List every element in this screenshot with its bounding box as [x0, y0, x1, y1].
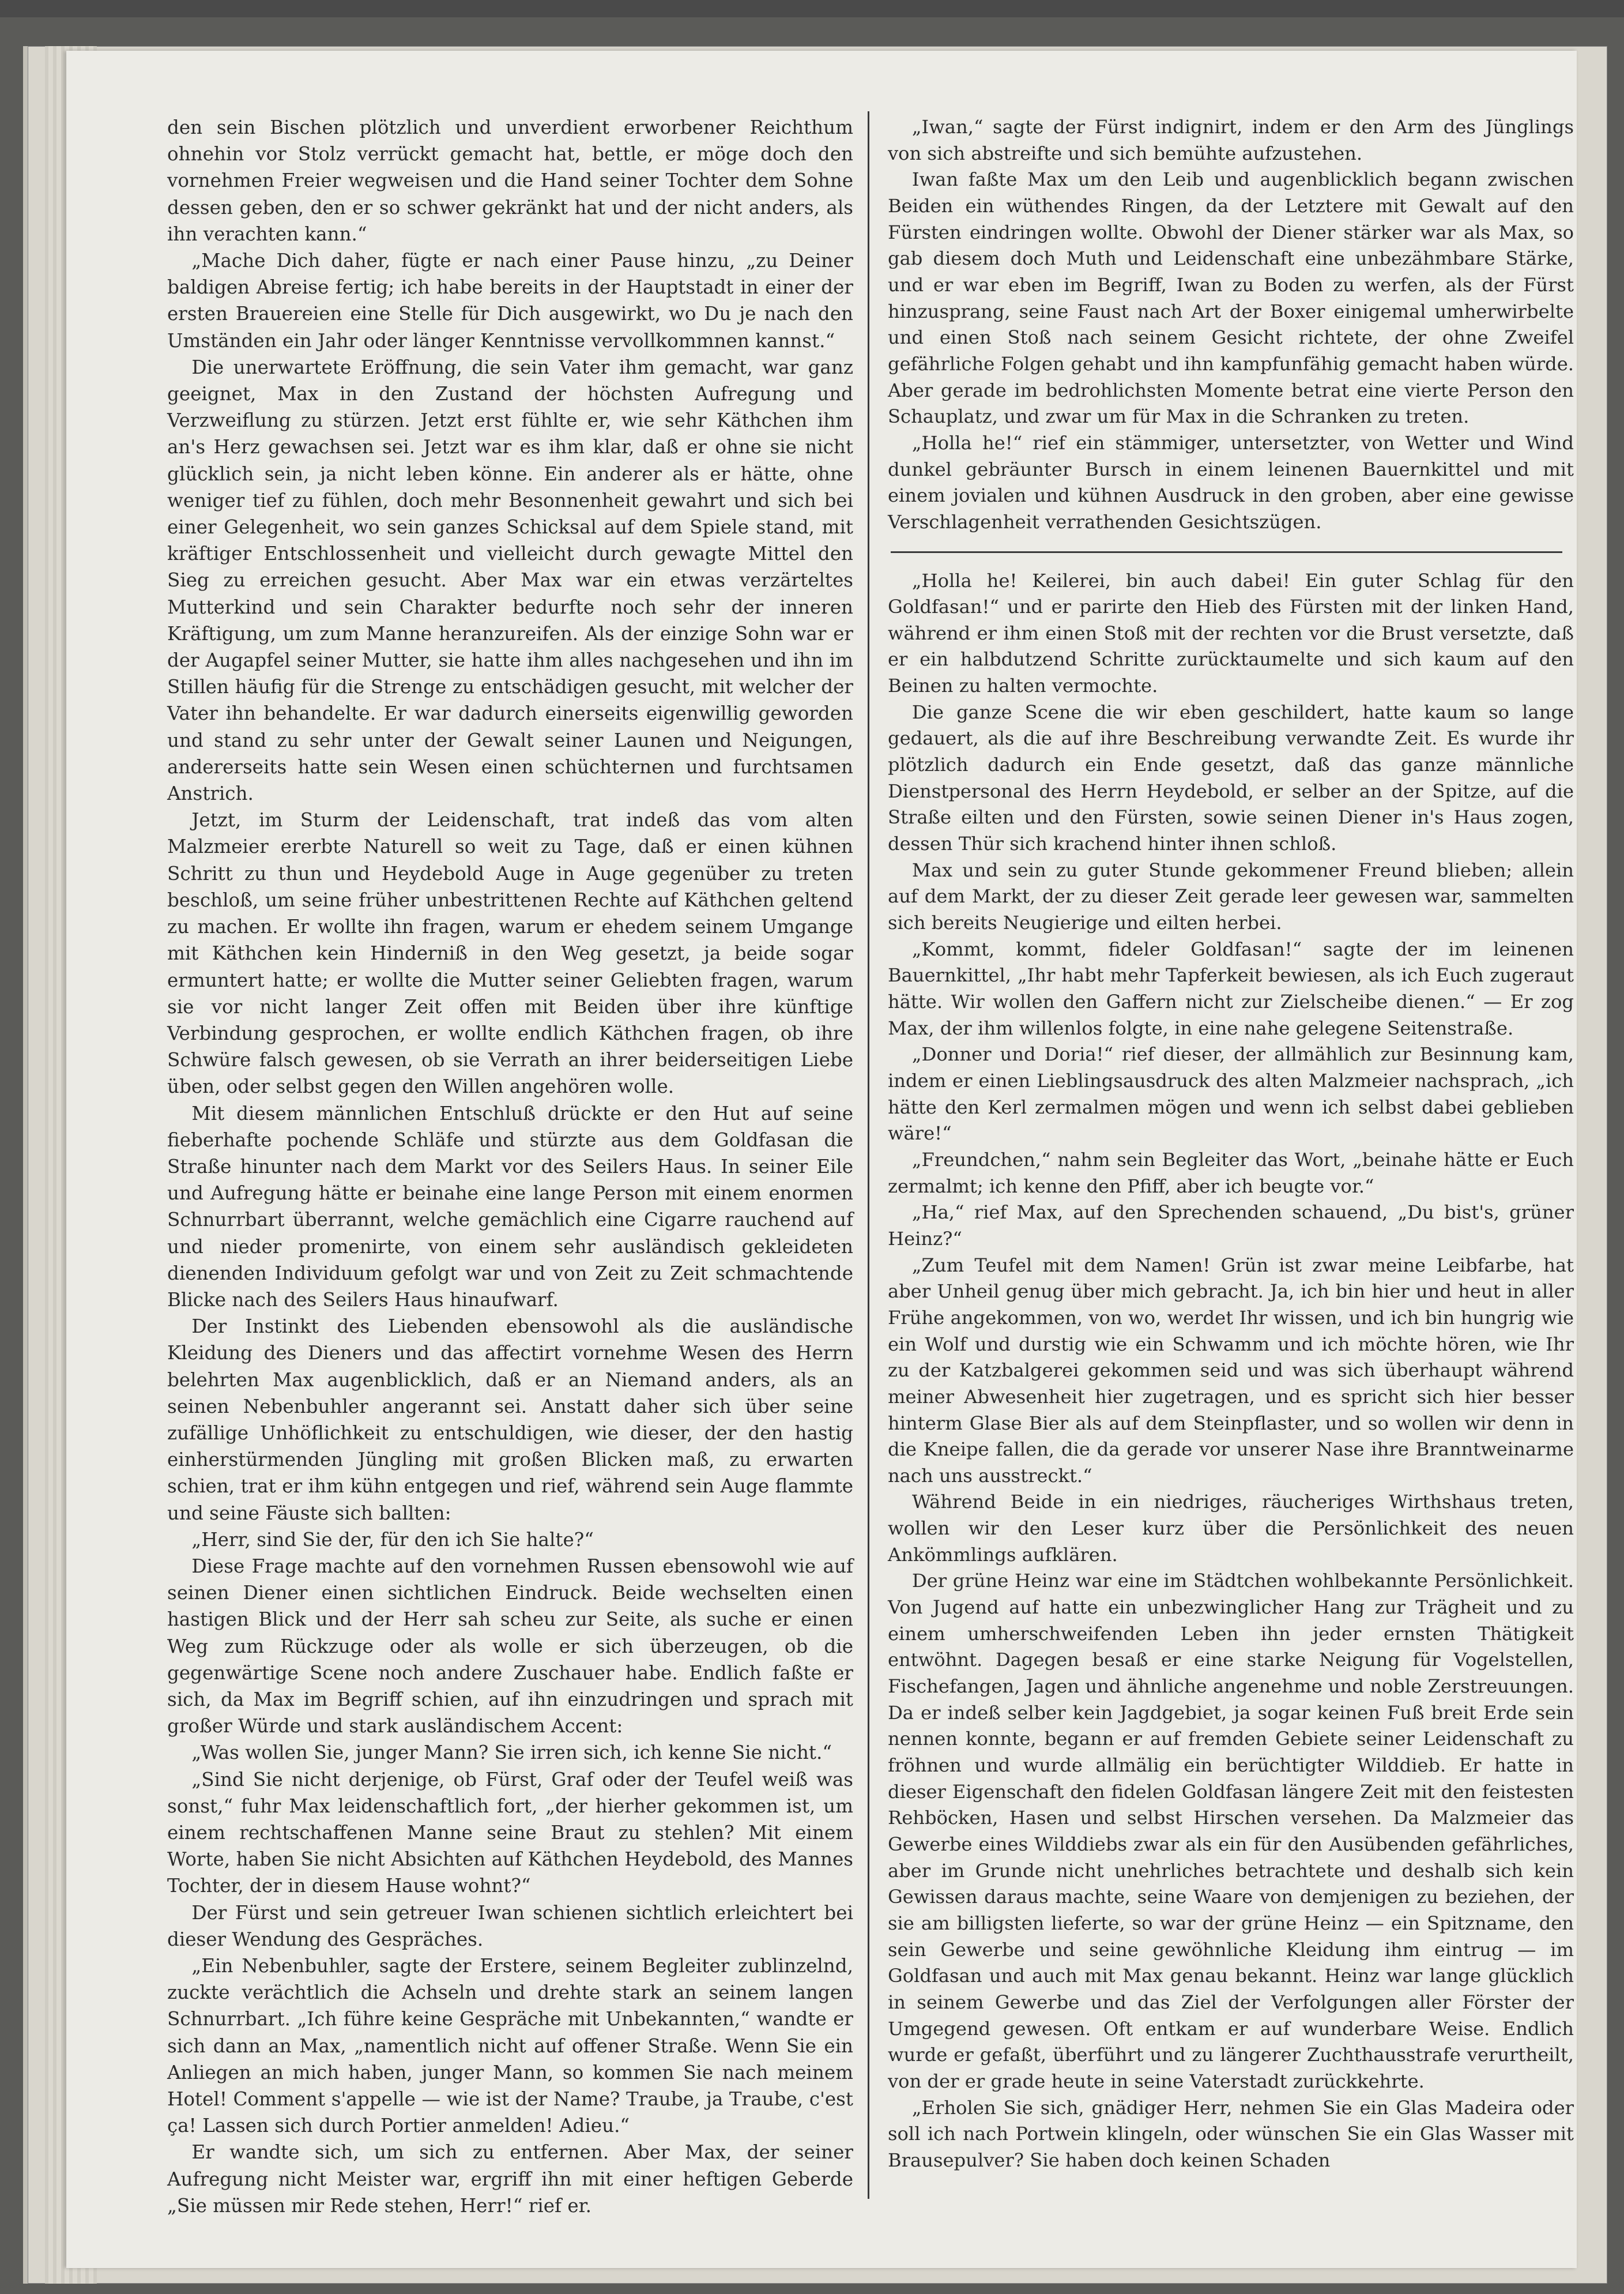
paragraph: „Herr, sind Sie der, für den ich Sie halte?“ [191, 1528, 594, 1551]
paragraph: „Was wollen Sie, junger Mann? Sie irren sich, ich kenne Sie nicht.“ [191, 1742, 832, 1764]
paragraph: „Sind Sie nicht derjenige, ob Fürst, Graf oder der Teufel weiß was sonst,“ fuhr Max leidenschaftlich fort, „der hierher gekommen ist, um einem rechtschaffenen Manne seine Braut zu stehlen? Mit einem Worte, haben Sie nicht Absichten auf Käthchen Heydebold, des Mannes Tochter, der in diesem Hause wohnt?“ [167, 1768, 853, 1897]
paragraph: „Iwan,“ sagte der Fürst indignirt, indem er den Arm des Jünglings von sich abstreifte und sich bemühte aufzustehen. [888, 116, 1574, 164]
section-divider [891, 551, 1562, 553]
paragraph: Mit diesem männlichen Entschluß drückte er den Hut auf seine fieberhafte pochende Schläfe und stürzte aus dem Goldfasan die Straße hinunter nach dem Markt vor des Seilers Haus. In seiner Eile und Aufregung hätte er beinahe eine lange Person mit einem enormen Schnurrbart überrannt, welche gemächlich eine Cigarre rauchend auf und nieder promenirte, von einem sehr ausländisch gekleideten dienenden Individuum gefolgt war und von Zeit zu Zeit schmachtende Blicke nach des Seilers Haus hinaufwarf. [167, 1102, 853, 1311]
paragraph: Die unerwartete Eröffnung, die sein Vater ihm gemacht, war ganz geeignet, Max in den Zustand der höchsten Aufregung und Verzweiflung zu stürzen. Jetzt erst fühlte er, wie sehr Käthchen ihm an's Herz gewachsen sei. Jetzt war es ihm klar, daß er ohne sie nicht glücklich sein, ja nicht leben könne. Ein anderer als er hätte, ohne weniger tief zu fühlen, doch mehr Besonnenheit gewahrt und sich bei einer Gelegenheit, wo sein ganzes Schicksal auf dem Spiele stand, mit kräftiger Entschlossenheit und vielleicht durch gewagte Mittel den Sieg zu erreichen gesucht. Aber Max war ein etwas verzärteltes Mutterkind und sein Charakter bedurfte noch sehr der inneren Kräftigung, um zum Manne heranzureifen. Als der einzige Sohn war er der Augapfel seiner Mutter, sie hatte ihm alles nachgesehen und ihn im Stillen häufig für die Strenge zu entschädigen gesucht, mit welcher der Vater ihn behandelte. Er war dadurch einerseits eigenwillig geworden und stand zu sehr unter der Gewalt seiner Launen und Neigungen, andererseits hatte sein Wesen einen schüchternen und furchtsamen Anstrich. [167, 356, 853, 805]
paragraph: „Mache Dich daher, fügte er nach einer Pause hinzu, „zu Deiner baldigen Abreise fertig; ich habe bereits in der Hauptstadt in einer der ersten Brauereien eine Stelle für Dich ausgewirkt, wo Du je nach den Umständen ein Jahr oder länger Kenntnisse vervollkommnen kannst.“ [167, 250, 853, 352]
column-divider [868, 111, 869, 2199]
paragraph: Er wandte sich, um sich zu entfernen. Aber Max, der seiner Aufregung nicht Meister war, ergriff ihn mit einer heftigen Geberde „Sie müssen mir Rede stehen, Herr!“ rief er. [167, 2141, 853, 2217]
paragraph: „Ha,“ rief Max, auf den Sprechenden schauend, „Du bist's, grüner Heinz?“ [888, 1201, 1574, 1250]
paragraph: „Freundchen,“ nahm sein Begleiter das Wort, „beinahe hätte er Euch zermalmt; ich kenne den Pfiff, aber ich beugte vor.“ [888, 1148, 1574, 1197]
paragraph: Diese Frage machte auf den vornehmen Russen ebensowohl wie auf seinen Diener einen sichtlichen Eindruck. Beide wechselten einen hastigen Blick und der Herr sah scheu zur Seite, als suche er einen Weg zum Rückzuge oder als wolle er sich überzeugen, ob die gegenwärtige Scene noch andere Zuschauer habe. Endlich faßte er sich, da Max im Begriff schien, auf ihn einzudringen und sprach mit großer Würde und stark ausländischem Accent: [167, 1555, 853, 1738]
paragraph: Der Fürst und sein getreuer Iwan schienen sichtlich erleichtert bei dieser Wendung des Gespräches. [167, 1901, 853, 1950]
paragraph: „Holla he!“ rief ein stämmiger, untersetzter, von Wetter und Wind dunkel gebräunter Bursch in einem leinenen Bauernkittel und mit einem jovialen und kühnen Ausdruck in den groben, aber eine gewisse Verschlagenheit verrathenden Gesichtszügen. [888, 431, 1574, 533]
paragraph: „Ein Nebenbuhler, sagte der Erstere, seinem Begleiter zublinzelnd, zuckte verächtlich die Achseln und drehte stark an seinem langen Schnurrbart. „Ich führe keine Gespräche mit Unbekannten,“ wandte er sich dann an Max, „namentlich nicht auf offener Straße. Wenn Sie ein Anliegen an mich haben, junger Mann, so kommen Sie nach meinem Hotel! Comment s'appelle — wie ist der Name? Traube, ja Traube, c'est ça! Lassen sich durch Portier anmelden! Adieu.“ [167, 1955, 853, 2137]
paragraph: Max und sein zu guter Stunde gekommener Freund blieben; allein auf dem Markt, der zu dieser Zeit gerade leer gewesen war, sammelten sich bereits Neugierige und eilten herbei. [888, 859, 1574, 934]
paragraph: Der Instinkt des Liebenden ebensowohl als die ausländische Kleidung des Dieners und das affectirt vornehme Wesen des Herrn belehrten Max augenblicklich, daß er an Niemand anders, als an seinen Nebenbuhler angerannt sei. Anstatt daher sich über seine zufällige Unhöflichkeit zu entschuldigen, wie dieser, der den hastig einherstürmenden Jüngling mit großen Blicken maß, zu erwarten schien, trat er ihm kühn entgegen und rief, während sein Auge flammte und seine Fäuste sich ballten: [167, 1315, 853, 1524]
left-column [167, 114, 853, 2219]
paragraph: Während Beide in ein niedriges, räucheriges Wirthshaus treten, wollen wir den Leser kurz über die Persönlichkeit des neuen Ankömmlings aufklären. [888, 1491, 1574, 1566]
paragraph: Die ganze Scene die wir eben geschildert, hatte kaum so lange gedauert, als die auf ihre Beschreibung verwandte Zeit. Es wurde ihr plötzlich dadurch ein Ende gesetzt, daß das ganze männliche Dienstpersonal des Herrn Heydebold, er selber an der Spitze, auf die Straße eilten und den Fürsten, sowie seinen Diener in's Haus zogen, dessen Thür sich krachend hinter ihnen schloß. [888, 701, 1574, 855]
right-column [888, 114, 1574, 2174]
paragraph: Iwan faßte Max um den Leib und augenblicklich begann zwischen Beiden ein wüthendes Ringen, da der Letztere mit Gewalt auf den Fürsten eindringen wollte. Obwohl der Diener stärker war als Max, so gab diesem doch Muth und Leidenschaft eine unbezähmbare Stärke, und er war eben im Begriff, Iwan zu Boden zu werfen, als der Fürst hinzusprang, seine Faust nach Art der Boxer einigemal umherwirbelte und einen Stoß nach seinem Gesicht richtete, der ohne Zweifel gefährliche Folgen gehabt und ihn kampfunfähig gemacht haben würde. Aber gerade im bedrohlichsten Momente betrat eine vierte Person den Schauplatz, und zwar um für Max in die Schranken zu treten. [888, 168, 1574, 428]
paragraph: „Zum Teufel mit dem Namen! Grün ist zwar meine Leibfarbe, hat aber Unheil genug über mich gebracht. Ja, ich bin hier und heut in aller Frühe angekommen, von wo, werdet Ihr wissen, und ich bin hungrig wie ein Wolf und durstig wie ein Schwamm und ich möchte hören, wie Ihr zu der Katzbalgerei gekommen seid und was sich überhaupt während meiner Abwesenheit hier zugetragen, und es spricht sich hier besser hinterm Glase Bier als auf dem Steinpflaster, und so wollen wir denn in die Kneipe fallen, die da gerade vor unserer Nase ihre Branntweinarme nach uns ausstreckt.“ [888, 1254, 1574, 1487]
paragraph: Der grüne Heinz war eine im Städtchen wohlbekannte Persönlichkeit. Von Jugend auf hatte ein unbezwinglicher Hang zur Trägheit und zu einem umherschweifenden Leben ihn jeder ernsten Thätigkeit entwöhnt. Dagegen besaß er eine starke Neigung für Vogelstellen, Fischefangen, Jagen und ähnliche angenehme und noble Zerstreuungen. Da er indeß selber kein Jagdgebiet, ja sogar keinen Fuß breit Erde sein nennen konnte, begann er auf fremden Gebiete seiner Leidenschaft zu fröhnen und wurde allmälig ein berüchtigter Wilddieb. Er hatte in dieser Eigenschaft den fidelen Goldfasan längere Zeit mit den feistesten Rehböcken, Hasen und selbst Hirschen versehen. Da Malzmeier das Gewerbe eines Wilddiebs zwar als ein für den Ausübenden gefährliches, aber im Grunde nicht unehrliches betrachtete und deshalb sich kein Gewissen daraus machte, seine Waare von demjenigen zu beziehen, der sie am billigsten lieferte, so war der grüne Heinz — ein Spitzname, den sein Gewerbe und seine gewöhnliche Kleidung ihm eintrug — im Goldfasan und auch mit Max genau bekannt. Heinz war lange glücklich in seinem Gewerbe und das Ziel der Verfolgungen aller Förster der Umgegend gewesen. Oft entkam er auf wunderbare Weise. Endlich wurde er gefaßt, überführt und zu längerer Zuchthausstrafe verurtheilt, von der er grade heute in seine Vaterstadt zurückkehrte. [888, 1570, 1574, 2092]
newspaper-page [66, 51, 1577, 2268]
paragraph: „Kommt, kommt, fideler Goldfasan!“ sagte der im leinenen Bauernkittel, „Ihr habt mehr Tapferkeit bewiesen, als ich Euch zugeraut hätte. Wir wollen den Gaffern nicht zur Zielscheibe dienen.“ — Er zog Max, der ihm willenlos folgte, in eine nahe gelegene Seitenstraße. [888, 938, 1574, 1039]
paragraph: Jetzt, im Sturm der Leidenschaft, trat indeß das vom alten Malzmeier ererbte Naturell so weit zu Tage, daß er einen kühnen Schritt zu thun und Heydebold Auge in Auge gegenüber zu treten beschloß, um seine früher unbestrittenen Rechte auf Käthchen geltend zu machen. Er wollte ihn fragen, warum er ehedem seinem Umgange mit Käthchen kein Hinderniß in den Weg gesetzt, ja beide sogar ermuntert hatte; er wollte die Mutter seiner Geliebten fragen, warum sie vor nicht langer Zeit offen mit Beiden über ihre künftige Verbindung gesprochen, er wollte endlich Käthchen fragen, ob ihre Schwüre falsch gewesen, ob sie Verrath an ihrer beiderseitigen Liebe üben, oder selbst gegen den Willen angehören wolle. [167, 809, 853, 1098]
paragraph: „Holla he! Keilerei, bin auch dabei! Ein guter Schlag für den Goldfasan!“ und er parirte den Hieb des Fürsten mit der linken Hand, während er ihm einen Stoß mit der rechten vor die Brust versetzte, daß er ein halbdutzend Schritte zurücktaumelte und sich kaum auf den Beinen zu halten vermochte. [888, 569, 1574, 697]
paragraph: „Erholen Sie sich, gnädiger Herr, nehmen Sie ein Glas Madeira oder soll ich nach Portwein klingeln, oder wünschen Sie ein Glas Wasser mit Brausepulver? Sie haben doch keinen Schaden [888, 2096, 1574, 2171]
paragraph: „Donner und Doria!“ rief dieser, der allmählich zur Besinnung kam, indem er einen Lieblingsausdruck des alten Malzmeier nachsprach, „ich hätte den Kerl zermalmen mögen und wenn ich selbst dabei geblieben wäre!“ [888, 1043, 1574, 1145]
paragraph: den sein Bischen plötzlich und unverdient erworbener Reichthum ohnehin vor Stolz verrückt gemacht hat, bettle, er möge doch den vornehmen Freier wegweisen und die Hand seiner Tochter dem Sohne dessen geben, den er so schwer gekränkt hat und der nicht anders, als ihn verachten kann.“ [167, 116, 853, 245]
